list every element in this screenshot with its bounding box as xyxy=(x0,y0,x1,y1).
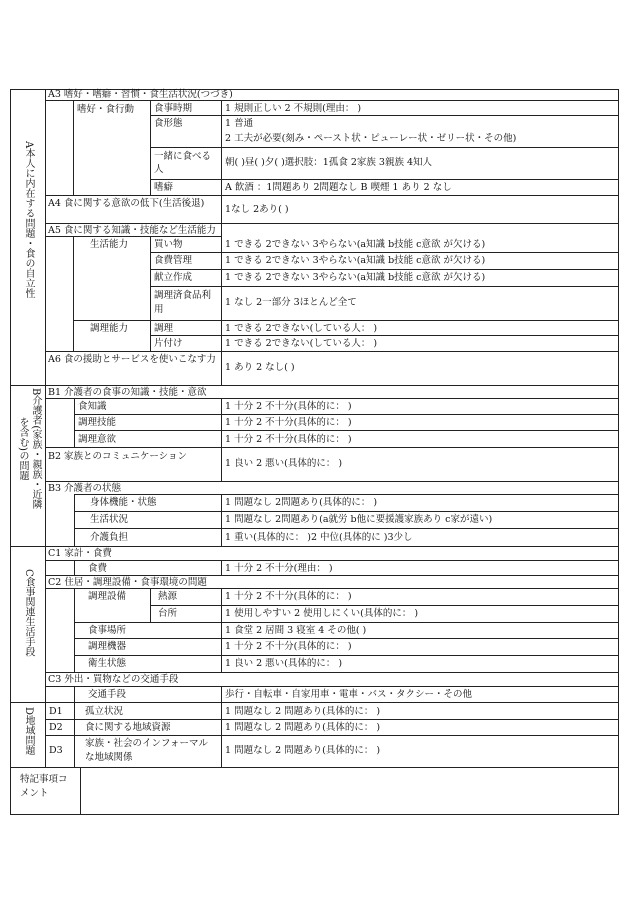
c2-value-place: 1 食堂 2 居間 3 寝室 4 その他( ) xyxy=(225,625,367,636)
d1-value: 1 問題なし 2 問題あり(具体的に： ) xyxy=(225,706,381,717)
b1-value-motivation: 1 十分 2 不十分(具体的に： ) xyxy=(225,434,352,445)
c2-item-heat: 熱源 xyxy=(158,591,178,602)
c2-value-hygiene: 1 良い 2 悪い(具体的に： ) xyxy=(225,658,343,669)
a5-item-shopping: 買い物 xyxy=(154,239,183,250)
c2-group-equipment: 調理設備 xyxy=(88,591,127,602)
c1-item-food-cost: 食費 xyxy=(88,563,108,574)
c2-item-place: 食事場所 xyxy=(88,625,127,636)
b1-item-skill: 調理技能 xyxy=(78,417,117,428)
a6-label: A6 食の援助とサービスを使いこなす力 xyxy=(48,354,216,365)
d2-value: 1 問題なし 2 問題あり(具体的に： ) xyxy=(225,722,381,733)
a3-value-timing: 1 規則正しい 2 不規則(理由： ) xyxy=(225,103,362,114)
a5-value-cleanup: 1 できる 2できない(している人： ) xyxy=(225,338,378,349)
a3-item-form: 食形態 xyxy=(154,118,183,129)
a5-item-cook: 調理 xyxy=(154,323,174,334)
a5-value-cook: 1 できる 2できない(している人： ) xyxy=(225,323,378,334)
a4-value: 1なし 2あり( ) xyxy=(225,204,289,215)
notes-label: 特記事項コメント xyxy=(20,774,68,799)
a3-item-companions: 一緒に食べる人 xyxy=(154,151,212,175)
d1-code: D1 xyxy=(49,706,63,717)
c1-value-food-cost: 1 十分 2 不十分(理由： ) xyxy=(225,563,333,574)
a4-label: A4 食に関する意欲の低下(生活後退) xyxy=(48,198,205,209)
c3-item-transport: 交通手段 xyxy=(88,689,127,700)
b3-value-life: 1 問題なし 2問題あり(a就労 b他に要援護家族あり c家が遠い) xyxy=(225,514,493,525)
section-c-title: C食事関連生活手段 xyxy=(23,569,34,657)
a5-item-prepared: 調理済食品利用 xyxy=(154,290,212,315)
b3-item-body: 身体機能・状態 xyxy=(90,497,157,508)
a5-group-cooking: 調理能力 xyxy=(90,323,129,334)
c2-item-appliances: 調理機器 xyxy=(88,641,127,652)
c2-heading: C2 住居・調理設備・食事環境の問題 xyxy=(48,577,207,588)
a5-group-life: 生活能力 xyxy=(90,239,129,250)
b3-item-life: 生活状況 xyxy=(90,514,129,525)
d1-item: 孤立状況 xyxy=(85,706,124,717)
c3-value-transport: 歩行・自転車・自家用車・電車・バス・タクシー・その他 xyxy=(225,689,473,700)
d3-value: 1 問題なし 2 問題あり(具体的に： ) xyxy=(225,745,381,756)
a6-value: 1 あり 2 なし( ) xyxy=(225,362,295,373)
c2-item-kitchen: 台所 xyxy=(158,608,178,619)
c2-item-hygiene: 衛生状態 xyxy=(88,658,127,669)
d2-item: 食に関する地域資源 xyxy=(85,722,171,733)
assessment-sheet xyxy=(10,89,619,815)
c2-value-heat: 1 十分 2 不十分(具体的に： ) xyxy=(225,591,352,602)
b2-label: B2 家族とのコミュニケーション xyxy=(48,451,187,462)
a3-value-companions: 朝( )昼( )夕( )選択肢：1孤食 2家族 3親族 4知人 xyxy=(225,157,433,168)
a3-value-form-1: 1 普通 xyxy=(225,118,254,129)
c1-heading: C1 家計・食費 xyxy=(48,548,112,559)
a3-value-form-2: 2 工夫が必要(刻み・ペースト状・ピューレー状・ゼリー状・その他) xyxy=(225,133,517,144)
section-b-title-1: B介護者(家族・親族・近隣 xyxy=(30,388,41,510)
section-d-title: D地域問題 xyxy=(23,707,34,756)
b1-heading: B1 介護者の食事の知識・技能・意欲 xyxy=(48,387,207,398)
b3-item-burden: 介護負担 xyxy=(90,532,129,543)
b1-value-skill: 1 十分 2 不十分(具体的に： ) xyxy=(225,417,352,428)
a3-value-habits: A 飲酒 ：1問題あり 2問題なし B 喫煙 1 あり 2 なし xyxy=(225,182,452,193)
a3-item-habits: 嗜癖 xyxy=(154,182,174,193)
a5-value-shopping: 1 できる 2できない 3やらない(a知識 b技能 c意欲 が欠ける) xyxy=(225,239,486,250)
b2-value: 1 良い 2 悪い(具体的に： ) xyxy=(225,458,343,469)
a5-heading: A5 食に関する知識・技能など生活能力 xyxy=(48,225,216,236)
section-a-title: A本人に内在する問題・食の自立性 xyxy=(23,141,34,299)
notes-area[interactable] xyxy=(81,768,618,814)
a5-item-budget: 食費管理 xyxy=(154,255,193,266)
b3-value-burden: 1 重い(具体的に： )2 中位(具体的に )3少し xyxy=(225,532,413,543)
a5-value-menu: 1 できる 2できない 3やらない(a知識 b技能 c意欲 が欠ける) xyxy=(225,272,486,283)
a3-item-timing: 食事時期 xyxy=(154,103,193,114)
b1-value-knowledge: 1 十分 2 不十分(具体的に： ) xyxy=(225,401,352,412)
c3-heading: C3 外出・買物などの交通手段 xyxy=(48,674,179,685)
a5-item-menu: 献立作成 xyxy=(154,272,193,283)
d2-code: D2 xyxy=(49,722,63,733)
a5-item-cleanup: 片付け xyxy=(154,338,183,349)
b3-value-body: 1 問題なし 2問題あり(具体的に： ) xyxy=(225,497,378,508)
b1-item-motivation: 調理意欲 xyxy=(78,434,117,445)
b3-heading: B3 介護者の状態 xyxy=(48,483,122,494)
d3-code: D3 xyxy=(49,745,63,756)
c2-value-appliances: 1 十分 2 不十分(具体的に： ) xyxy=(225,641,352,652)
d3-item: 家族・社会のインフォーマルな地域関係 xyxy=(85,738,209,763)
a3-group-label: 嗜好・食行動 xyxy=(77,104,135,115)
section-b-title-2: を含む)の問題 xyxy=(17,417,28,481)
c2-value-kitchen: 1 使用しやすい 2 使用しにくい(具体的に： ) xyxy=(225,608,419,619)
a3-heading: A3 嗜好・嗜癖・習慣・食生活状況(つづき) xyxy=(48,89,233,100)
b1-item-knowledge: 食知識 xyxy=(78,401,107,412)
a5-value-budget: 1 できる 2できない 3やらない(a知識 b技能 c意欲 が欠ける) xyxy=(225,255,486,266)
a5-value-prepared: 1 なし 2一部分 3ほとんど全て xyxy=(225,297,357,308)
